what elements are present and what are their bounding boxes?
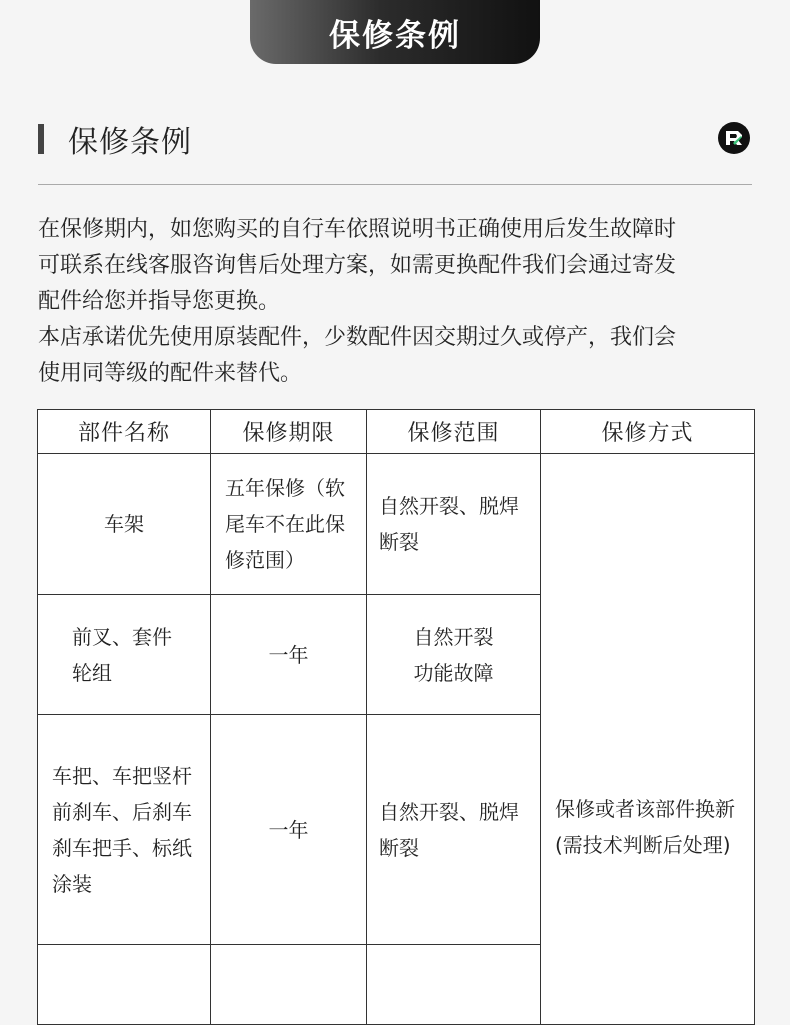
part-line: 前刹车、后刹车 bbox=[52, 799, 192, 824]
method-line: 保修或者该部件换新 bbox=[555, 797, 735, 821]
scope-cell bbox=[367, 945, 541, 1025]
part-cell bbox=[38, 945, 211, 1025]
part-line: 刹车把手、标纸 bbox=[52, 835, 192, 860]
section-title: 保修条例 bbox=[68, 125, 192, 160]
period-cell bbox=[211, 715, 367, 945]
scope-line: 功能故障 bbox=[413, 660, 494, 685]
method-line: (需技术判断后处理) bbox=[555, 833, 731, 857]
period-line: 尾车不在此保 bbox=[225, 512, 345, 536]
part-line: 涂装 bbox=[52, 871, 92, 896]
part-cell bbox=[38, 715, 211, 945]
period-cell bbox=[211, 454, 367, 595]
period-line: 修范围） bbox=[225, 548, 305, 572]
warranty-table bbox=[37, 409, 755, 1025]
header-part-name: 部件名称 bbox=[38, 410, 211, 454]
period-cell bbox=[211, 595, 367, 715]
period-line: 一年 bbox=[268, 817, 309, 842]
scope-line: 自然开裂 bbox=[413, 624, 494, 649]
header-warranty-scope: 保修范围 bbox=[367, 410, 541, 454]
period-cell bbox=[211, 945, 367, 1025]
part-cell bbox=[38, 595, 211, 715]
part-line: 轮组 bbox=[72, 660, 112, 685]
scope-line: 自然开裂、脱焊 bbox=[379, 799, 519, 824]
part-line: 前叉、套件 bbox=[72, 624, 172, 649]
scope-cell bbox=[367, 595, 541, 715]
scope-line: 断裂 bbox=[379, 835, 419, 860]
part-line: 车架 bbox=[104, 512, 144, 536]
banner-title: 保修条例 bbox=[329, 17, 461, 54]
table-header-row bbox=[38, 410, 755, 454]
intro-line: 使用同等级的配件来替代。 bbox=[38, 361, 303, 386]
scope-cell bbox=[367, 454, 541, 595]
header-warranty-method: 保修方式 bbox=[541, 410, 755, 454]
table-row bbox=[38, 454, 755, 595]
intro-line: 可联系在线客服咨询售后处理方案，如需更换配件我们会通过寄发 bbox=[38, 253, 677, 278]
brand-logo-icon bbox=[718, 122, 750, 154]
scope-cell bbox=[367, 715, 541, 945]
intro-line: 在保修期内，如您购买的自行车依照说明书正确使用后发生故障时 bbox=[38, 217, 677, 242]
header-warranty-period: 保修期限 bbox=[211, 410, 367, 454]
heading-accent-bar bbox=[38, 124, 44, 154]
intro-line: 配件给您并指导您更换。 bbox=[38, 289, 281, 314]
intro-line: 本店承诺优先使用原装配件，少数配件因交期过久或停产，我们会 bbox=[38, 325, 677, 350]
part-cell bbox=[38, 454, 211, 595]
section-header bbox=[38, 116, 752, 162]
top-banner bbox=[250, 0, 540, 64]
intro-text bbox=[38, 212, 758, 392]
scope-line: 断裂 bbox=[379, 530, 419, 554]
scope-line: 自然开裂、脱焊 bbox=[379, 494, 519, 518]
section-divider bbox=[38, 184, 752, 185]
period-line: 一年 bbox=[268, 642, 309, 667]
period-line: 五年保修（软 bbox=[225, 476, 345, 500]
part-line: 车把、车把竖杆 bbox=[52, 763, 192, 788]
method-cell bbox=[541, 454, 755, 1025]
